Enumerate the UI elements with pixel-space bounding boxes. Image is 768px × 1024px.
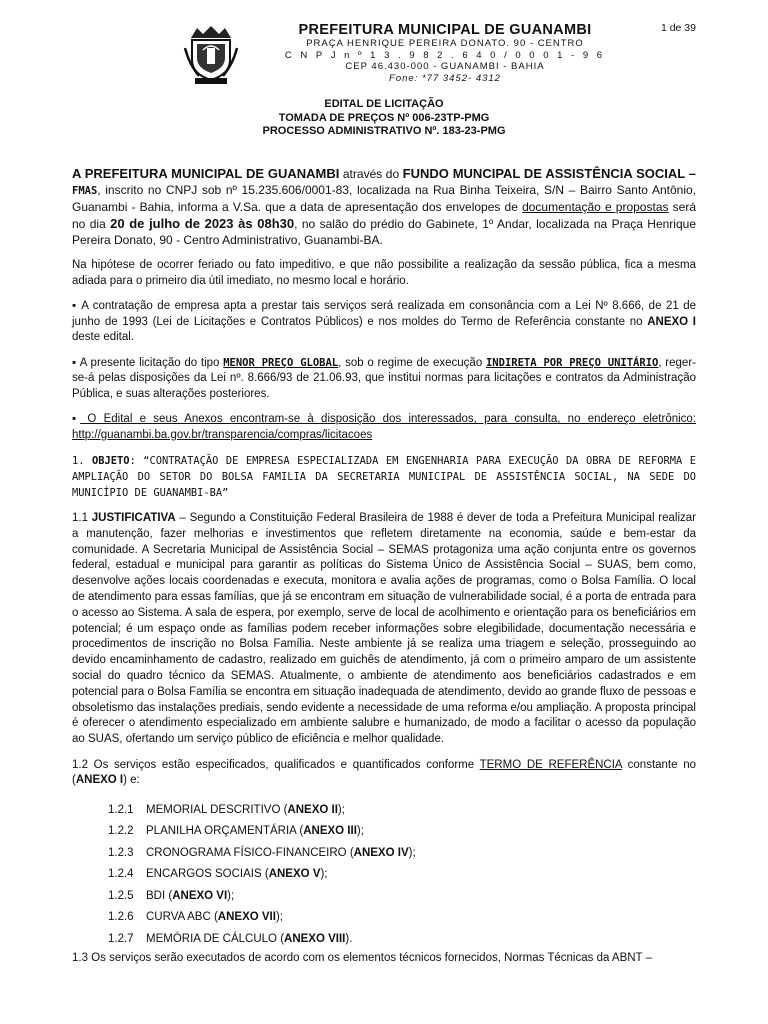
- annex-list-item: [108, 932, 696, 954]
- intro-docs-link: documentação e propostas: [522, 200, 669, 215]
- annex-label: [146, 824, 364, 846]
- objeto-number: 1.: [72, 455, 92, 468]
- annex-list-item: [108, 803, 696, 825]
- annex-number: 1.2.6: [108, 911, 134, 924]
- section-1-2-text-3: ) e:: [123, 774, 140, 787]
- letterhead: [270, 22, 620, 84]
- intro-paragraph: [72, 166, 696, 248]
- bullet-icon: ▪: [72, 300, 78, 313]
- bullet-icon: ▪: [72, 356, 77, 369]
- edital-line-2: TOMADA DE PREÇOS Nº 006-23TP-PMG: [278, 111, 490, 124]
- annex-label: [146, 910, 283, 932]
- objeto-text: : “CONTRATAÇÃO DE EMPRESA ESPECIALIZADA EM ENGENHARIA PARA EXECUÇÃO DA OBRA DE REFORMA E AMPLIAÇÃO DO SETOR DO BOLSA FAMILIA DA SECRETARIA MUNICIPAL DE ASSISTÊNCIA SOCIAL, NA SEDE DO MUNICÍPIO DE GUANAMBI-BA”: [72, 455, 696, 500]
- annex-code: ANEXO VI: [172, 889, 228, 902]
- section-1-2-paragraph: [72, 758, 696, 789]
- intro-org: A PREFEITURA MUNICIPAL DE GUANAMBI: [72, 166, 340, 181]
- justificativa-text: – Segundo a Constituição Federal Brasileira de 1988 é dever de toda a Prefeitura Municipal realizar a manutenção, fazer melhorias e investimentos que refletem diretamente na economia, saúde e bem-estar da comunidade. A Secretaria Municipal de Assistência Social – SEMAS protagoniza uma ação conjunta entre os governos federal, estadual e municipal para garantir as políticas do Sistema Único de Assistência Social – SUAS, bem como, desenvolve ações locais coordenadas e executa, monitora e avalia ações de programas, como o Bolsa Família. O local de atendimento para essas famílias, que já se encontram em situação de vulnerabilidade social, é a porta de entrada para o acesso ao Sistema. A sala de espera, por exemplo, serve de local de acolhimento e orientação para os beneficiários em potencial; é um espaço onde as famílias podem receber informações sobre elegibilidade, documentação necessária e procedimentos de inscrição no Bolsa Família. Neste ambiente já se realiza uma triagem e seleção, prosseguindo ao devido encaminhamento de cadastro, realizado em guichês de atendimento, já com o primeiro amparo de um assistente social do quadro técnico da SEMAS. Atualmente, o ambiente de atendimento aos beneficiários cadastrados e em potencial para o Bolsa Família se encontra em situação inadequada de atendimento, devido ao grande fluxo de pessoas e obsoletismo das instalações prediais, sendo evidente a necessidade de uma reforma e/ou ampliação. A proposta principal é oferecer o atendimento especializado em ambiente salubre e humanizado, de modo a facilitar o acesso da população ao SUAS, ofertando um serviço público de eficiência e melhor qualidade.: [72, 512, 696, 746]
- section-1-2-anexo: ANEXO I: [75, 774, 124, 787]
- bullet-type-text-1: A presente licitação do tipo: [76, 356, 224, 369]
- annex-list-item: [108, 910, 696, 932]
- annex-code: ANEXO VIII: [284, 932, 346, 945]
- cnpj-line: C N P J n º 1 3 . 9 8 2 . 6 4 0 / 0 0 0 1 - 9 6: [284, 49, 606, 61]
- annex-code: ANEXO VII: [217, 911, 276, 924]
- annex-label-text: ENCARGOS SOCIAIS (: [146, 868, 269, 881]
- bullet-law-end: deste edital.: [72, 331, 135, 344]
- bullet-type-regime: INDIRETA POR PREÇO UNITÁRIO: [485, 356, 659, 369]
- annex-list-item: [108, 824, 696, 846]
- prefeitura-title: PREFEITURA MUNICIPAL DE GUANAMBI: [298, 22, 592, 38]
- intro-text-3: , no salão do prédio do Gabinete, 1º Andar, localizada na Praça Henrique Pereira Donato, 90 - Centro Administrativo, Guanambi-BA.: [72, 216, 696, 247]
- bullet-type-tipo: MENOR PREÇO GLOBAL: [223, 356, 339, 369]
- intro-date: 20 de julho de 2023 às 08h30: [110, 215, 295, 231]
- annex-end: ).: [345, 932, 353, 945]
- edital-heading: [0, 98, 768, 139]
- objeto-label: OBJETO: [92, 455, 130, 468]
- bullet-type-text-3: , reger-se-á pelas disposições da Lei nº. 8.666/93 de 21.06.93, que institui normas para licitações e contratos da Administração Pública, e suas alterações posteriores.: [72, 356, 696, 400]
- cep-line: CEP 46.430-000 - GUANAMBI - BAHIA: [345, 61, 545, 72]
- intro-via: através do: [339, 167, 403, 181]
- annex-number: 1.2.1: [108, 803, 134, 816]
- annex-list-item: [108, 889, 696, 911]
- intro-text-1: , inscrito no CNPJ sob nº 15.235.606/0001-83, localizada na Rua Binha Teixeira, S/N – Bairro Santo Antônio, Guanambi - Bahia, informa a V.Sa. que a data de apresentação dos envelopes de: [72, 183, 696, 215]
- annex-number: 1.2.2: [108, 825, 134, 838]
- page-number: 1 de 39: [660, 22, 696, 34]
- annex-end: );: [408, 846, 416, 859]
- annex-label: [146, 846, 416, 868]
- document-body: [72, 166, 696, 967]
- annex-end: );: [275, 911, 283, 924]
- justificativa-label: JUSTIFICATIVA: [91, 512, 176, 525]
- annex-label-text: MEMÓRIA DE CÁLCULO (: [146, 932, 285, 945]
- edital-line-1: EDITAL DE LICITAÇÃO: [324, 98, 444, 110]
- annex-label-text: CURVA ABC (: [146, 911, 218, 924]
- municipal-coat-of-arms-logo: [183, 24, 239, 86]
- phone-line: Fone: *77 3452- 4312: [389, 72, 501, 84]
- section-1-2-termo: TERMO DE REFERÊNCIA: [479, 758, 622, 771]
- intro-fmas: FMAS: [72, 185, 98, 198]
- section-1-3-paragraph: 1.3 Os serviços serão executados de acordo com os elementos técnicos fornecidos, Normas Técnicas da ABNT –: [72, 952, 652, 965]
- annex-code: ANEXO III: [303, 825, 357, 838]
- bullet-access-text[interactable]: O Edital e seus Anexos encontram-se à disposição dos interessados, para consulta, no endereço eletrônico: http://guanambi.ba.gov.br/transparencia/compras/licitacoes: [72, 413, 697, 441]
- bullet-law-text: A contratação de empresa apta a prestar tais serviços será realizada em consonância com a Lei Nº 8.666, de 21 de junho de 1993 (Lei de Licitações e Contratos Públicos) e nos moldes do Termo de Referência constante no: [72, 300, 697, 328]
- annex-number: 1.2.5: [108, 889, 134, 902]
- annex-code: ANEXO IV: [353, 846, 409, 859]
- annex-label-text: MEMORIAL DESCRITIVO (: [146, 803, 288, 816]
- bullet-law-paragraph: [72, 299, 696, 346]
- annex-end: );: [227, 889, 235, 902]
- annex-label-text: CRONOGRAMA FÍSICO-FINANCEIRO (: [146, 846, 354, 859]
- bullet-law-anexo: ANEXO I: [647, 315, 696, 328]
- annex-end: );: [320, 868, 328, 881]
- justificativa-number: 1.1: [72, 512, 92, 525]
- objeto-paragraph: [72, 453, 696, 501]
- annex-number: 1.2.7: [108, 932, 134, 945]
- section-1-2-text-1: 1.2 Os serviços estão especificados, qualificados e quantificados conforme: [72, 758, 480, 771]
- annex-label: [146, 803, 345, 825]
- justificativa-paragraph: [72, 511, 696, 748]
- bullet-icon: ▪: [72, 413, 81, 426]
- annex-code: ANEXO II: [287, 803, 338, 816]
- address-line: PRAÇA HENRIQUE PEREIRA DONATO. 90 - CENTRO: [306, 38, 584, 49]
- bullet-type-text-2: , sob o regime de execução: [338, 356, 486, 369]
- annex-number: 1.2.4: [108, 868, 134, 881]
- annex-list-item: [108, 867, 696, 889]
- intro-fund: FUNDO MUNCIPAL DE ASSISTÊNCIA SOCIAL –: [402, 166, 696, 181]
- intro-text-2: será no dia: [72, 200, 697, 231]
- annex-label: [146, 932, 352, 954]
- annex-label: [146, 889, 234, 911]
- section-1-2-text-2: constante no (: [72, 758, 696, 787]
- annex-list: [72, 803, 696, 954]
- annex-code: ANEXO V: [268, 868, 321, 881]
- annex-number: 1.2.3: [108, 846, 134, 859]
- annex-list-item: [108, 846, 696, 868]
- annex-label: [146, 867, 327, 889]
- annex-end: );: [356, 825, 364, 838]
- holiday-paragraph: Na hipótese de ocorrer feriado ou fato impeditivo, e que não possibilite a realização da sessão pública, fica a mesma adiada para o primeiro dia útil imediato, no mesmo local e horário.: [72, 259, 696, 287]
- annex-end: );: [337, 803, 345, 816]
- bullet-type-paragraph: [72, 356, 696, 403]
- annex-label-text: PLANILHA ORÇAMENTÁRIA (: [146, 825, 304, 838]
- edital-line-3: PROCESSO ADMINISTRATIVO Nº. 183-23-PMG: [262, 125, 506, 137]
- annex-label-text: BDI (: [146, 889, 173, 902]
- bullet-access-paragraph: [72, 412, 696, 443]
